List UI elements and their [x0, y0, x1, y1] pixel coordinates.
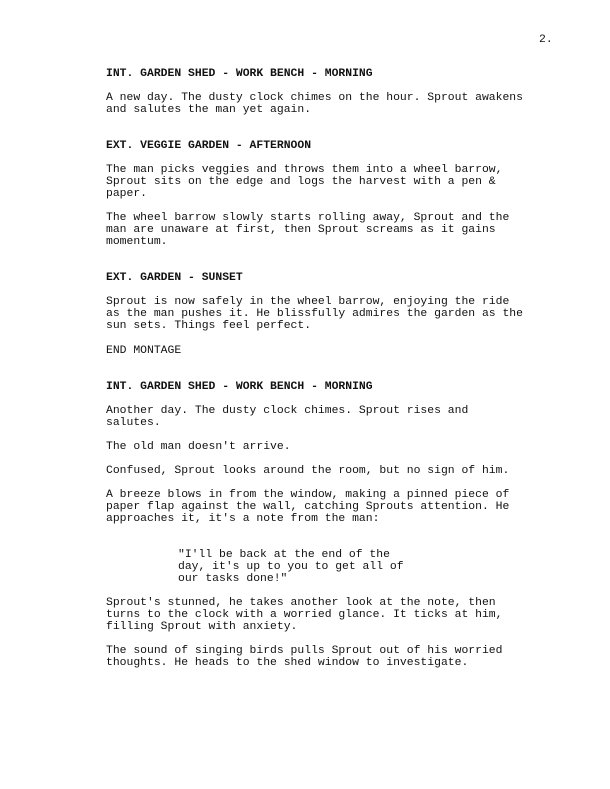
- action-paragraph: The old man doesn't arrive.: [106, 441, 291, 453]
- scene-heading: EXT. GARDEN - SUNSET: [106, 272, 243, 284]
- action-paragraph: The sound of singing birds pulls Sprout out of his worried thoughts. He heads to the shed window to investigate.: [106, 645, 503, 669]
- action-paragraph: The wheel barrow slowly starts rolling away, Sprout and the man are unaware at first, then Sprout screams as it gains momentum.: [106, 212, 510, 248]
- dialogue-note: "I'll be back at the end of the day, it's up to you to get all of our tasks done!": [178, 549, 404, 585]
- page-number: 2.: [539, 34, 553, 46]
- action-paragraph: A new day. The dusty clock chimes on the hour. Sprout awakens and salutes the man yet again.: [106, 92, 523, 116]
- scene-heading: EXT. VEGGIE GARDEN - AFTERNOON: [106, 140, 312, 152]
- action-paragraph: Confused, Sprout looks around the room, but no sign of him.: [106, 465, 510, 477]
- action-paragraph: The man picks veggies and throws them into a wheel barrow, Sprout sits on the edge and logs the harvest with a pen & paper.: [106, 164, 503, 200]
- action-paragraph: Sprout's stunned, he takes another look at the note, then turns to the clock with a worried glance. It ticks at him, filling Sprout with anxiety.: [106, 597, 503, 633]
- scene-heading: INT. GARDEN SHED - WORK BENCH - MORNING: [106, 381, 373, 393]
- action-paragraph: Sprout is now safely in the wheel barrow, enjoying the ride as the man pushes it. He blissfully admires the garden as the sun sets. Things feel perfect.: [106, 296, 523, 332]
- transition: END MONTAGE: [106, 345, 182, 357]
- action-paragraph: A breeze blows in from the window, making a pinned piece of paper flap against the wall, catching Sprouts attention. He approaches it, it's a note from the man:: [106, 489, 510, 525]
- action-paragraph: Another day. The dusty clock chimes. Sprout rises and salutes.: [106, 405, 469, 429]
- scene-heading: INT. GARDEN SHED - WORK BENCH - MORNING: [106, 68, 373, 80]
